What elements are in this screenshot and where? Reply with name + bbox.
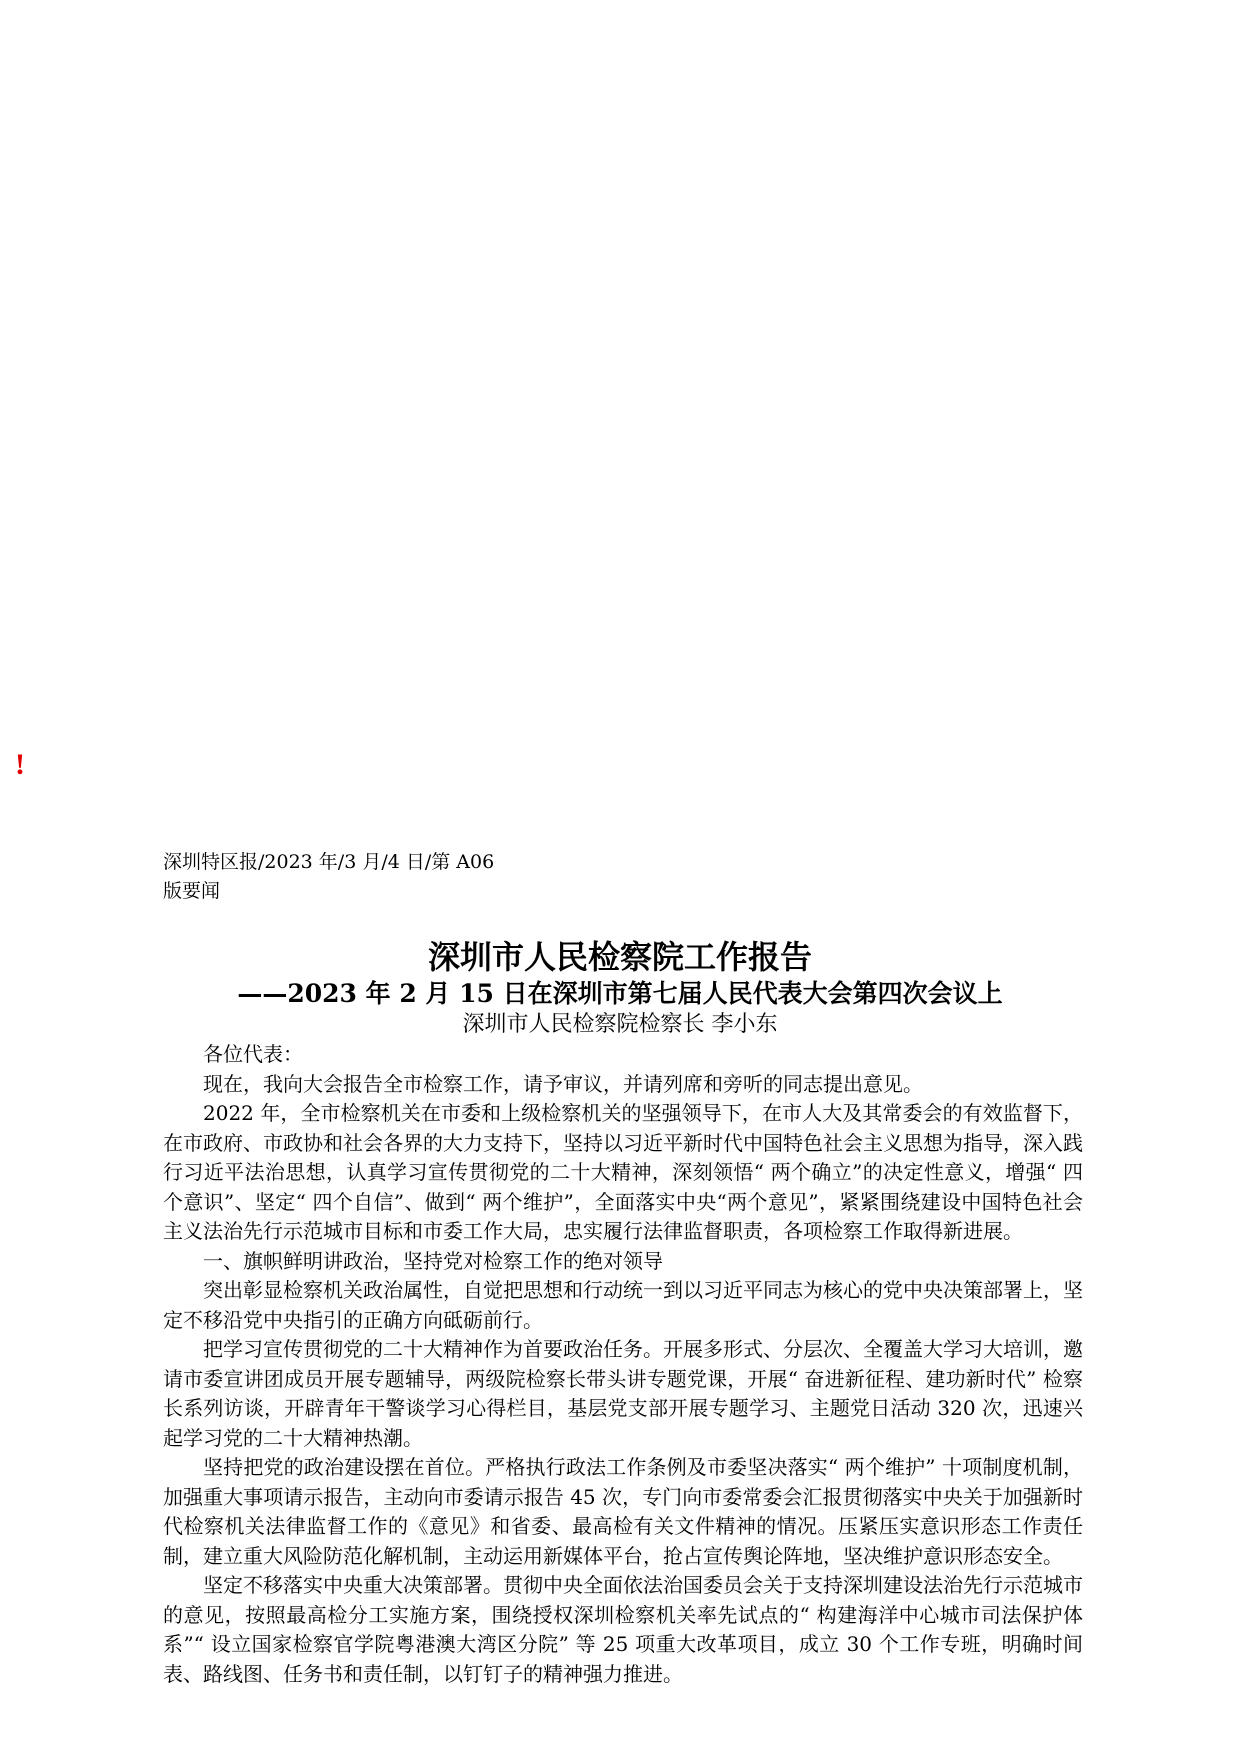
body-paragraph: 坚持把党的政治建设摆在首位。严格执行政法工作条例及市委坚决落实“ 两个维护” 十项制度机制，加强重大事项请示报告，主动向市委请示报告 45 次，专门向市委常委会汇报贯彻落实中央关于加强新时代检察机关法律监督工作的《意见》和省委、最高检有关文件精神的情况。压紧压实意识形态工作责任制，建立重大风险防范化解机制，主动运用新媒体平台，抢占宣传舆论阵地，坚决维护意识形态安全。 <box>163 1455 1083 1568</box>
body-paragraph: 现在，我向大会报告全市检察工作，请予审议，并请列席和旁听的同志提出意见。 <box>203 1071 923 1096</box>
report-title: 深圳市人民检察院工作报告 <box>427 938 812 976</box>
source-citation <box>163 848 763 906</box>
report-body <box>163 1040 1083 1689</box>
body-paragraph: 把学习宣传贯彻党的二十大精神作为首要政治任务。开展多形式、分层次、全覆盖大学习大培训，邀请市委宣讲团成员开展专题辅导，两级院检察长带头讲专题党课，开展“ 奋进新征程、建功新时代” 检察长系列访谈，开辟青年干警谈学习心得栏目，基层党支部开展专题学习、主题党日活动 320 次，迅速兴起学习党的二十大精神热潮。 <box>163 1337 1083 1450</box>
section-heading: 一、旗帜鲜明讲政治，坚持党对检察工作的绝对领导 <box>203 1248 663 1273</box>
source-line-1: 深圳特区报/2023 年/3 月/4 日/第 A06 <box>163 851 495 873</box>
report-author: 深圳市人民检察院检察长 李小东 <box>462 1012 778 1037</box>
source-line-2: 版要闻 <box>163 880 221 902</box>
report-subtitle: ——2023 年 2 月 15 日在深圳市第七届人民代表大会第四次会议上 <box>237 979 1003 1008</box>
body-paragraph: 2022 年，全市检察机关在市委和上级检察机关的坚强领导下，在市人大及其常委会的有效监督下，在市政府、市政协和社会各界的大力支持下，坚持以习近平新时代中国特色社会主义思想为指导，深入践行习近平法治思想，认真学习宣传贯彻党的二十大精神，深刻领悟“ 两个确立”的决定性意义，增强“ 四个意识”、坚定“ 四个自信”、做到“ 两个维护”，全面落实中央“两个意见”，紧紧围绕建设中国特色社会主义法治先行示范城市目标和市委工作大局，忠实履行法律监督职责，各项检察工作取得新进展。 <box>163 1101 1083 1243</box>
red-exclamation-mark: ! <box>15 748 25 781</box>
body-paragraph: 坚定不移落实中央重大决策部署。贯彻中央全面依法治国委员会关于支持深圳建设法治先行示范城市的意见，按照最高检分工实施方案，围绕授权深圳检察机关率先试点的“ 构建海洋中心城市司法保护体系”“ 设立国家检察官学院粤港澳大湾区分院” 等 25 项重大改革项目，成立 30 个工作专班，明确时间表、路线图、任务书和责任制，以钉钉子的精神强力推进。 <box>163 1573 1083 1686</box>
salutation: 各位代表： <box>203 1042 303 1066</box>
body-paragraph: 突出彰显检察机关政治属性，自觉把思想和行动统一到以习近平同志为核心的党中央决策部署上，坚定不移沿党中央指引的正确方向砥砺前行。 <box>163 1278 1083 1332</box>
